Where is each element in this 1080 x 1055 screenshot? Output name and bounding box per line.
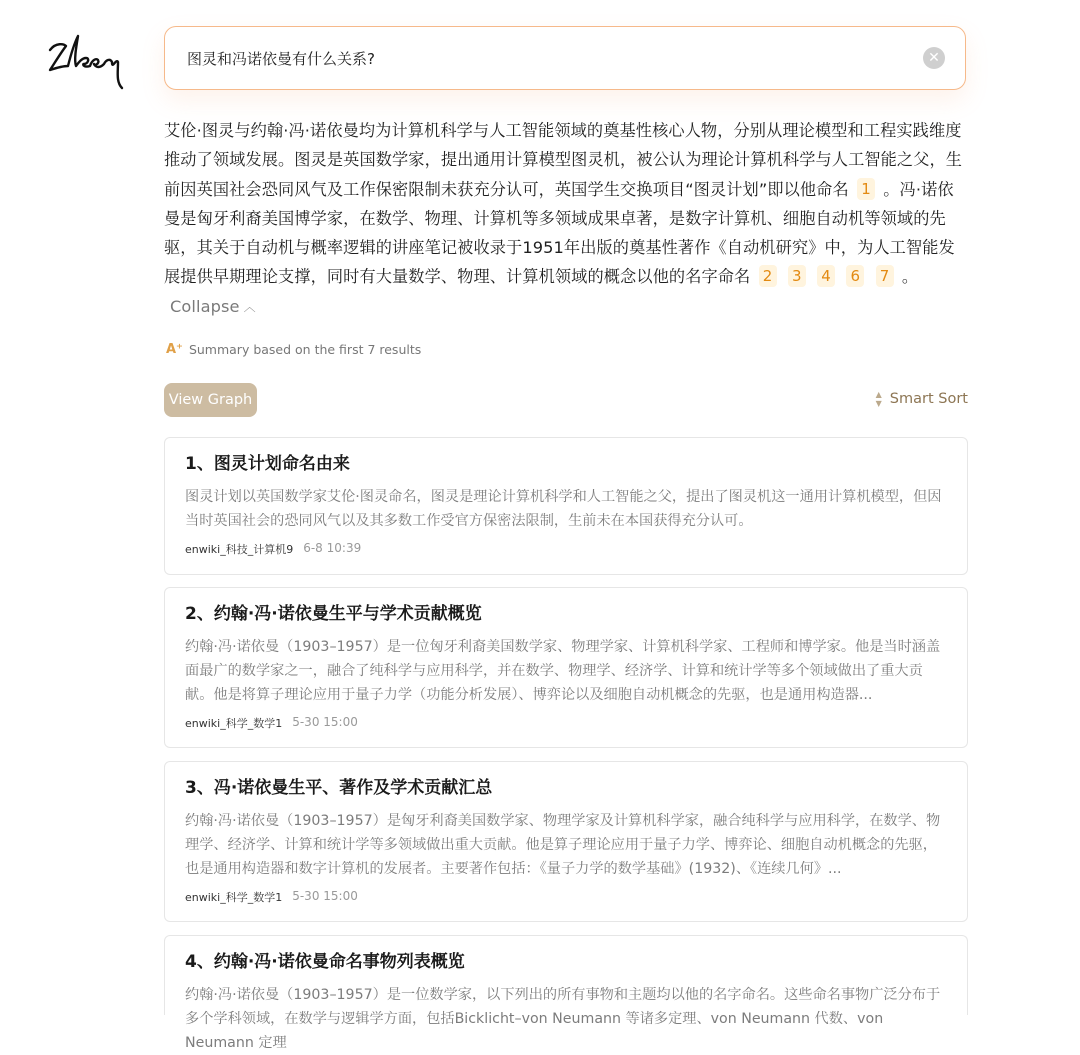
chevron-up-icon: ︿ bbox=[243, 299, 256, 314]
search-bar bbox=[164, 26, 966, 90]
result-meta bbox=[185, 541, 947, 557]
citation-badge[interactable]: 1 bbox=[857, 178, 875, 200]
ai-sparkle-icon: A⁺ bbox=[166, 342, 183, 357]
logo-signature-icon bbox=[46, 28, 128, 90]
citation-badge[interactable]: 7 bbox=[876, 265, 894, 287]
result-date: 5-30 15:00 bbox=[292, 889, 358, 903]
smart-sort-label: Smart Sort bbox=[889, 391, 968, 407]
smart-sort-button[interactable] bbox=[876, 390, 968, 408]
sort-icon: ▲ ▼ bbox=[875, 390, 882, 408]
answer-text-1: 艾伦·图灵与约翰·冯·诺依曼均为计算机科学与人工智能领域的奠基性核心人物，分别从理论模型和工程实践维度推动了领域发展。图灵是英国数学家，提出通用计算模型图灵机，被公认为理论计算机科学与人工智能之父，生前因英国社会恐同风气及工作保密限制未获充分认可，英国学生交换项目“图灵计划”即以他命名 bbox=[164, 121, 963, 199]
result-title[interactable]: 1、图灵计划命名由来 bbox=[185, 454, 350, 474]
answer-text-3: 。 bbox=[901, 267, 919, 287]
result-date: 5-30 15:00 bbox=[292, 715, 358, 729]
result-date: 6-8 10:39 bbox=[303, 541, 362, 555]
summary-note-text: Summary based on the first 7 results bbox=[188, 342, 422, 357]
zleey-logo[interactable] bbox=[46, 28, 128, 90]
result-card[interactable] bbox=[164, 587, 968, 748]
result-title[interactable]: 2、约翰·冯·诺依曼生平与学术贡献概览 bbox=[185, 604, 482, 624]
result-snippet: 约翰·冯·诺依曼（1903–1957）是一位匈牙利裔美国数学家、物理学家、计算机科学家、工程师和博学家。他是当时涵盖面最广的数学家之一，融合了纯科学与应用科学，并在数学、物理学、经济学、计算和统计学等多个领域做出了重大贡献。他是将算子理论应用于量子力学（功能分析发展）、博弈论以及细胞自动机概念的先驱，也是通用构造器... bbox=[185, 639, 941, 703]
result-meta bbox=[185, 889, 947, 905]
result-title[interactable]: 4、约翰·冯·诺依曼命名事物列表概览 bbox=[185, 952, 465, 972]
result-snippet: 约翰·冯·诺依曼（1903–1957）是匈牙利裔美国数学家、物理学家及计算机科学家，融合纯科学与应用科学，在数学、物理学、经济学、计算和统计学等多领域做出重大贡献。他是算子理论应用于量子力学、博弈论、细胞自动机概念的先驱，也是通用构造器和数字计算机的发展者。主要著作包括：《量子力学的数学基础》(1932)、《连续几何》... bbox=[185, 813, 941, 877]
citation-badge[interactable]: 2 bbox=[759, 265, 777, 287]
collapse-button[interactable] bbox=[170, 297, 256, 316]
result-source: enwiki_科学_数学1 bbox=[185, 891, 283, 904]
search-input[interactable] bbox=[185, 48, 923, 68]
answer-text-2: 。冯·诺依曼是匈牙利裔美国博学家，在数学、物理、计算机等多领域成果卓著，是数字计算机、细胞自动机等领域的先驱，其关于自动机与概率逻辑的讲座笔记被收录于1951年出版的奠基性著作《自动机研究》中，为人工智能发展提供早期理论支撑，同时有大量数学、物理、计算机领域的概念以他的名字命名 bbox=[164, 179, 955, 287]
view-graph-button[interactable]: View Graph bbox=[164, 383, 257, 417]
summary-note bbox=[166, 342, 421, 357]
result-meta bbox=[185, 715, 947, 731]
result-snippet: 图灵计划以英国数学家艾伦·图灵命名，图灵是理论计算机科学和人工智能之父，提出了图灵机这一通用计算机模型，但因当时英国社会的恐同风气以及其多数工作受官方保密法限制，生前未在本国获得充分认可。 bbox=[185, 489, 942, 529]
collapse-label: Collapse bbox=[170, 296, 240, 316]
result-card[interactable] bbox=[164, 437, 968, 575]
result-card[interactable] bbox=[164, 761, 968, 922]
citation-badge[interactable]: 4 bbox=[817, 265, 835, 287]
result-snippet: 约翰·冯·诺依曼（1903–1957）是一位数学家，以下列出的所有事物和主题均以他的名字命名。这些命名事物广泛分布于多个学科领域，在数学与逻辑学方面，包括Bicklicht–von Neumann 等诸多定理、von Neumann 代数、von Neumann 定理 bbox=[185, 987, 941, 1051]
result-title[interactable]: 3、冯·诺依曼生平、著作及学术贡献汇总 bbox=[185, 778, 493, 798]
ai-answer bbox=[164, 116, 968, 322]
result-card[interactable] bbox=[164, 935, 968, 1051]
citation-badge[interactable]: 6 bbox=[846, 265, 864, 287]
citation-badge[interactable]: 3 bbox=[788, 265, 806, 287]
result-source: enwiki_科技_计算机9 bbox=[185, 543, 294, 556]
close-circle-icon[interactable]: ✕ bbox=[923, 47, 945, 69]
result-source: enwiki_科学_数学1 bbox=[185, 717, 283, 730]
